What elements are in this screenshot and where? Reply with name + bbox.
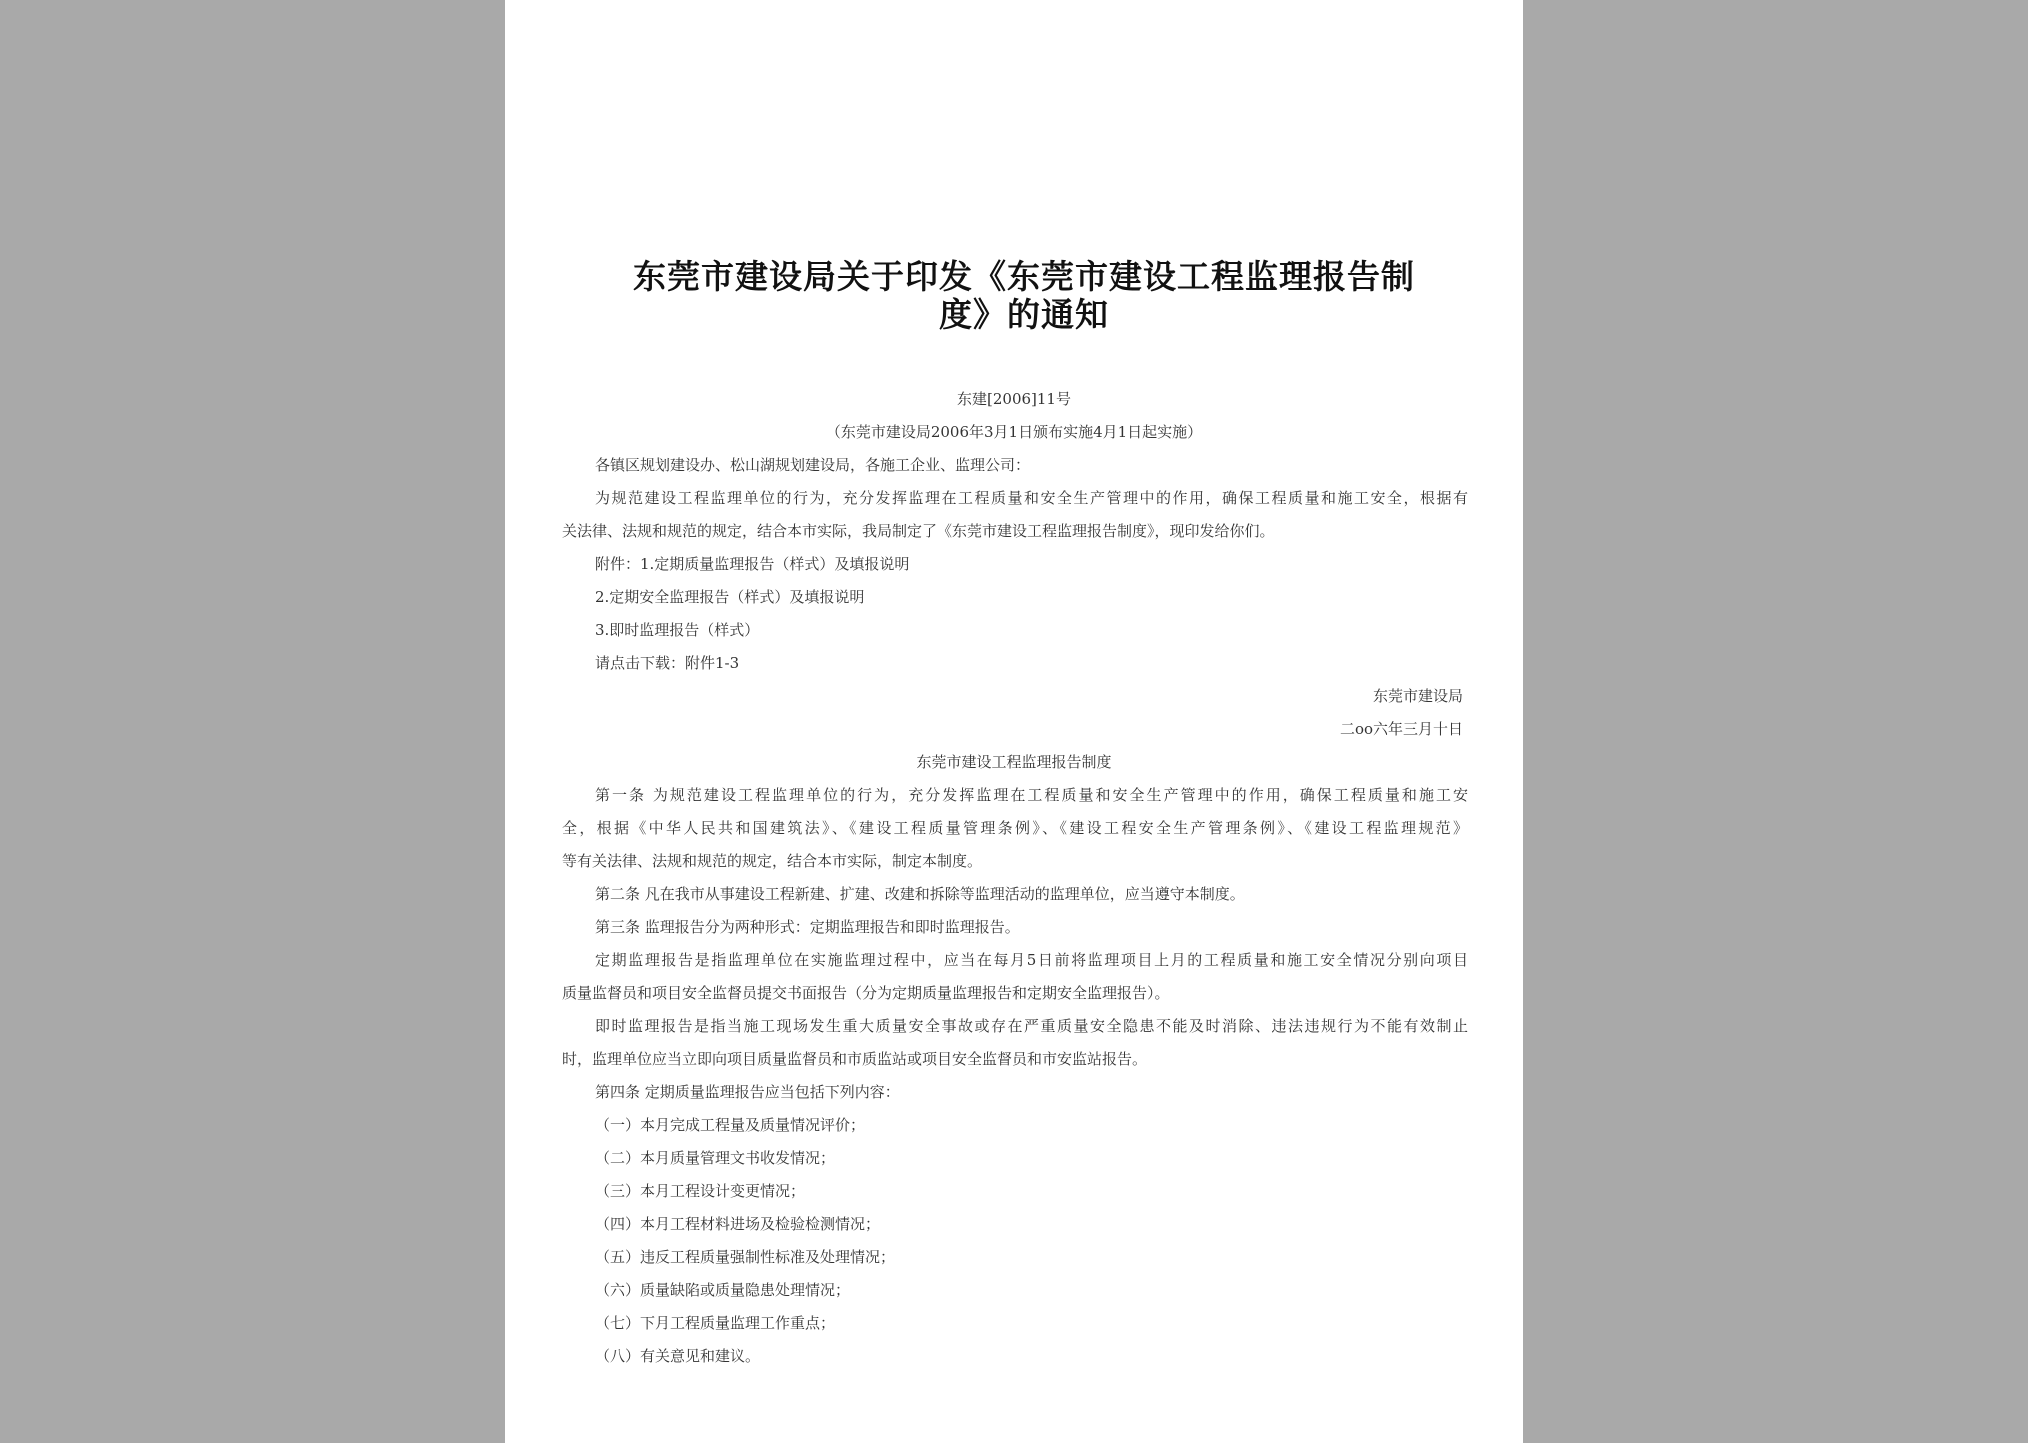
title-line-1: 东莞市建设局关于印发《东莞市建设工程监理报告制 bbox=[633, 257, 1415, 296]
article-1-line-3: 等有关法律、法规和规范的规定，结合本市实际，制定本制度。 bbox=[562, 852, 983, 870]
list-item: （七）下月工程质量监理工作重点； bbox=[595, 1314, 836, 1332]
download-link[interactable]: 请点击下载：附件1-3 bbox=[595, 654, 740, 672]
intro-line-1: 为规范建设工程监理单位的行为，充分发挥监理在工程质量和安全生产管理中的作用，确保工程质量和施工安全，根据有 bbox=[595, 489, 1468, 507]
periodic-report-line-1: 定期监理报告是指监理单位在实施监理过程中，应当在每月5日前将监理项目上月的工程质量和施工安全情况分别向项目 bbox=[595, 951, 1468, 969]
document-number: 东建[2006]11号 bbox=[957, 390, 1071, 408]
document-page bbox=[505, 0, 1523, 1443]
issue-note: （东莞市建设局2006年3月1日颁布实施4月1日起实施） bbox=[825, 423, 1203, 441]
issue-date: 二oo六年三月十日 bbox=[1339, 720, 1463, 738]
list-item: （四）本月工程材料进场及检验检测情况； bbox=[595, 1215, 881, 1233]
immediate-report-line-1: 即时监理报告是指当施工现场发生重大质量安全事故或存在严重质量安全隐患不能及时消除、违法违规行为不能有效制止 bbox=[595, 1017, 1468, 1035]
attachment-1: 附件：1.定期质量监理报告（样式）及填报说明 bbox=[595, 555, 910, 573]
article-2: 第二条 凡在我市从事建设工程新建、扩建、改建和拆除等监理活动的监理单位，应当遵守本制度。 bbox=[595, 885, 1245, 903]
attachment-2: 2.定期安全监理报告（样式）及填报说明 bbox=[595, 588, 865, 606]
list-item: （二）本月质量管理文书收发情况； bbox=[595, 1149, 836, 1167]
list-item: （六）质量缺陷或质量隐患处理情况； bbox=[595, 1281, 851, 1299]
immediate-report-line-2: 时，监理单位应当立即向项目质量监督员和市质监站或项目安全监督员和市安监站报告。 bbox=[562, 1050, 1148, 1068]
article-1-line-2: 全，根据《中华人民共和国建筑法》、《建设工程质量管理条例》、《建设工程安全生产管理条例》、《建设工程监理规范》 bbox=[562, 819, 1468, 837]
intro-line-2: 关法律、法规和规范的规定，结合本市实际，我局制定了《东莞市建设工程监理报告制度》，现印发给你们。 bbox=[562, 522, 1275, 540]
article-1-line-1: 第一条 为规范建设工程监理单位的行为，充分发挥监理在工程质量和安全生产管理中的作用，确保工程质量和施工安 bbox=[595, 786, 1468, 804]
document-title bbox=[590, 258, 1458, 334]
list-item: （三）本月工程设计变更情况； bbox=[595, 1182, 806, 1200]
title-line-2: 度》的通知 bbox=[939, 295, 1109, 334]
list-item: （八）有关意见和建议。 bbox=[595, 1347, 761, 1365]
addressee: 各镇区规划建设办、松山湖规划建设局，各施工企业、监理公司： bbox=[595, 456, 1031, 474]
section-title: 东莞市建设工程监理报告制度 bbox=[916, 753, 1112, 771]
article-4: 第四条 定期质量监理报告应当包括下列内容： bbox=[595, 1083, 900, 1101]
list-item: （一）本月完成工程量及质量情况评价； bbox=[595, 1116, 866, 1134]
attachment-3: 3.即时监理报告（样式） bbox=[595, 621, 760, 639]
list-item: （五）违反工程质量强制性标准及处理情况； bbox=[595, 1248, 896, 1266]
periodic-report-line-2: 质量监督员和项目安全监督员提交书面报告（分为定期质量监理报告和定期安全监理报告）。 bbox=[562, 984, 1170, 1002]
article-3: 第三条 监理报告分为两种形式：定期监理报告和即时监理报告。 bbox=[595, 918, 1020, 936]
issuer-signature: 东莞市建设局 bbox=[1372, 687, 1463, 705]
